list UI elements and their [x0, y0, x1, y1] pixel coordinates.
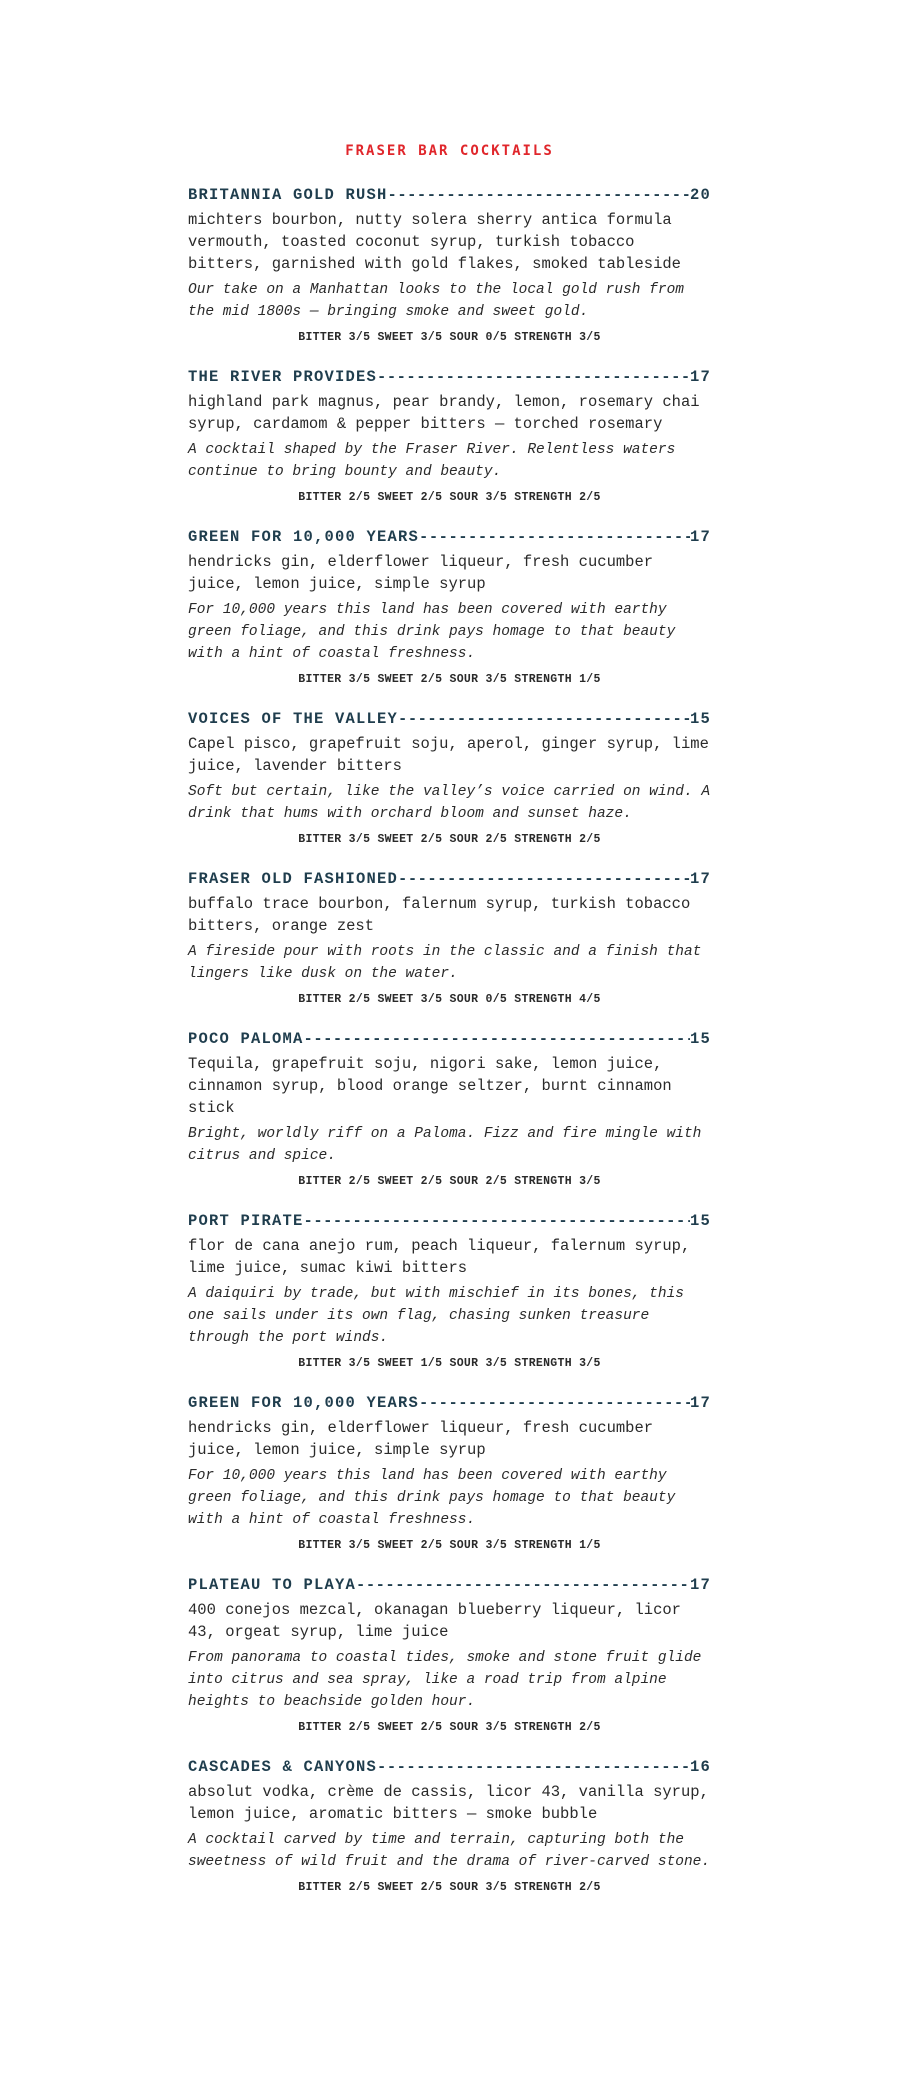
- menu-item-ingredients: Tequila, grapefruit soju, nigori sake, lemon juice, cinnamon syrup, blood orange seltzer, burnt cinnamon stick: [188, 1055, 672, 1117]
- menu-item-description: Bright, worldly riff on a Paloma. Fizz and fire mingle with citrus and spice.: [188, 1126, 702, 1164]
- menu-item-header: [188, 1392, 711, 1414]
- menu-item-price: 17: [689, 368, 711, 386]
- menu-item-description: A daiquiri by trade, but with mischief in its bones, this one sails under its own flag, chasing sunken treasure through the port winds.: [188, 1286, 684, 1346]
- menu-item-ingredients: buffalo trace bourbon, falernum syrup, turkish tobacco bitters, orange zest: [188, 895, 691, 935]
- menu-item: [188, 366, 711, 506]
- menu-item-ingredients: hendricks gin, elderflower liqueur, fresh cucumber juice, lemon juice, simple syrup: [188, 553, 654, 593]
- menu-item: [188, 1392, 711, 1554]
- menu-item-description: A fireside pour with roots in the classic and a finish that lingers like dusk on the water.: [188, 944, 702, 982]
- menu-item: [188, 1574, 711, 1736]
- menu-item-header: [188, 184, 711, 206]
- menu-item-name: PLATEAU TO PLAYA: [188, 1576, 357, 1594]
- dotted-leader: [398, 868, 690, 890]
- menu-item-flavor-ratings: BITTER 3/5 SWEET 1/5 SOUR 3/5 STRENGTH 3/5: [298, 1357, 601, 1370]
- menu-item-ingredients: absolut vodka, crème de cassis, licor 43, vanilla syrup, lemon juice, aromatic bitters — smoke bubble: [188, 1783, 709, 1823]
- menu-item-price: 15: [689, 710, 711, 728]
- dotted-leader: [304, 1028, 690, 1050]
- menu-item-ingredients: flor de cana anejo rum, peach liqueur, falernum syrup, lime juice, sumac kiwi bitters: [188, 1237, 691, 1277]
- menu-item-description: For 10,000 years this land has been covered with earthy green foliage, and this drink pays homage to that beauty with a hint of coastal freshness.: [188, 1468, 676, 1528]
- menu-item: [188, 1028, 711, 1190]
- menu-item-ingredients: 400 conejos mezcal, okanagan blueberry liqueur, licor 43, orgeat syrup, lime juice: [188, 1601, 681, 1641]
- dotted-leader: [377, 366, 690, 388]
- menu-item-header: [188, 868, 711, 890]
- menu-item-flavor-ratings: BITTER 3/5 SWEET 2/5 SOUR 3/5 STRENGTH 1/5: [298, 1539, 601, 1552]
- menu-item-price: 17: [689, 1576, 711, 1594]
- menu-item-description: For 10,000 years this land has been covered with earthy green foliage, and this drink pays homage to that beauty with a hint of coastal freshness.: [188, 602, 676, 662]
- menu-item-price: 17: [689, 528, 711, 546]
- menu-item-name: POCO PALOMA: [188, 1030, 304, 1048]
- dotted-leader: [398, 708, 690, 730]
- dotted-leader: [377, 1756, 690, 1778]
- cocktail-list: [188, 184, 711, 1916]
- dotted-leader: [388, 184, 690, 206]
- dotted-leader: [356, 1574, 690, 1596]
- menu-item-price: 17: [689, 1394, 711, 1412]
- dotted-leader: [419, 1392, 690, 1414]
- menu-item-name: BRITANNIA GOLD RUSH: [188, 186, 388, 204]
- menu-item-price: 16: [689, 1758, 711, 1776]
- menu-item-description: From panorama to coastal tides, smoke and stone fruit glide into citrus and sea spray, like a road trip from alpine heights to beachside golden hour.: [188, 1650, 702, 1710]
- menu-item: [188, 526, 711, 688]
- menu-item-name: CASCADES & CANYONS: [188, 1758, 378, 1776]
- menu-item-flavor-ratings: BITTER 3/5 SWEET 2/5 SOUR 2/5 STRENGTH 2/5: [298, 833, 601, 846]
- menu-item-flavor-ratings: BITTER 2/5 SWEET 2/5 SOUR 3/5 STRENGTH 2/5: [298, 1721, 601, 1734]
- menu-item-header: [188, 366, 711, 388]
- menu-item-header: [188, 1210, 711, 1232]
- menu-item-name: THE RIVER PROVIDES: [188, 368, 378, 386]
- menu-item: [188, 184, 711, 346]
- menu-item-flavor-ratings: BITTER 2/5 SWEET 2/5 SOUR 3/5 STRENGTH 2/5: [298, 491, 601, 504]
- menu-item-ingredients: michters bourbon, nutty solera sherry antica formula vermouth, toasted coconut syrup, turkish tobacco bitters, garnished with gold flakes, smoked tableside: [188, 211, 681, 273]
- dotted-leader: [419, 526, 690, 548]
- menu-item-price: 15: [689, 1212, 711, 1230]
- menu-item-header: [188, 708, 711, 730]
- menu-item-header: [188, 1028, 711, 1050]
- menu-item-ingredients: highland park magnus, pear brandy, lemon, rosemary chai syrup, cardamom & pepper bitters — torched rosemary: [188, 393, 700, 433]
- dotted-leader: [304, 1210, 690, 1232]
- menu-item-flavor-ratings: BITTER 2/5 SWEET 3/5 SOUR 0/5 STRENGTH 4/5: [298, 993, 601, 1006]
- menu-item-header: [188, 1756, 711, 1778]
- menu-item-description: A cocktail shaped by the Fraser River. Relentless waters continue to bring bounty and beauty.: [188, 442, 676, 480]
- menu-item-flavor-ratings: BITTER 3/5 SWEET 2/5 SOUR 3/5 STRENGTH 1/5: [298, 673, 601, 686]
- menu-item-description: Our take on a Manhattan looks to the local gold rush from the mid 1800s — bringing smoke and sweet gold.: [188, 282, 684, 320]
- menu-item-price: 15: [689, 1030, 711, 1048]
- menu-item-name: FRASER OLD FASHIONED: [188, 870, 399, 888]
- menu-item-header: [188, 1574, 711, 1596]
- menu-item-name: GREEN FOR 10,000 YEARS: [188, 1394, 420, 1412]
- menu-item: [188, 1210, 711, 1372]
- menu-item-price: 20: [689, 186, 711, 204]
- menu-item-ingredients: hendricks gin, elderflower liqueur, fresh cucumber juice, lemon juice, simple syrup: [188, 1419, 654, 1459]
- menu-item-flavor-ratings: BITTER 3/5 SWEET 3/5 SOUR 0/5 STRENGTH 3/5: [298, 331, 601, 344]
- menu-item-name: VOICES OF THE VALLEY: [188, 710, 399, 728]
- menu-item-name: GREEN FOR 10,000 YEARS: [188, 528, 420, 546]
- menu-item: [188, 868, 711, 1008]
- menu-item-description: A cocktail carved by time and terrain, capturing both the sweetness of wild fruit and the drama of river-carved stone.: [188, 1832, 711, 1870]
- menu-item-description: Soft but certain, like the valley’s voice carried on wind. A drink that hums with orchard bloom and sunset haze.: [188, 784, 711, 822]
- menu-item-flavor-ratings: BITTER 2/5 SWEET 2/5 SOUR 3/5 STRENGTH 2/5: [298, 1881, 601, 1894]
- menu-item-flavor-ratings: BITTER 2/5 SWEET 2/5 SOUR 2/5 STRENGTH 3/5: [298, 1175, 601, 1188]
- menu-item-ingredients: Capel pisco, grapefruit soju, aperol, ginger syrup, lime juice, lavender bitters: [188, 735, 709, 775]
- menu-item: [188, 708, 711, 848]
- menu-item-price: 17: [689, 870, 711, 888]
- menu-item-name: PORT PIRATE: [188, 1212, 304, 1230]
- menu-item: [188, 1756, 711, 1896]
- menu-title: FRASER BAR COCKTAILS: [345, 143, 554, 159]
- menu-item-header: [188, 526, 711, 548]
